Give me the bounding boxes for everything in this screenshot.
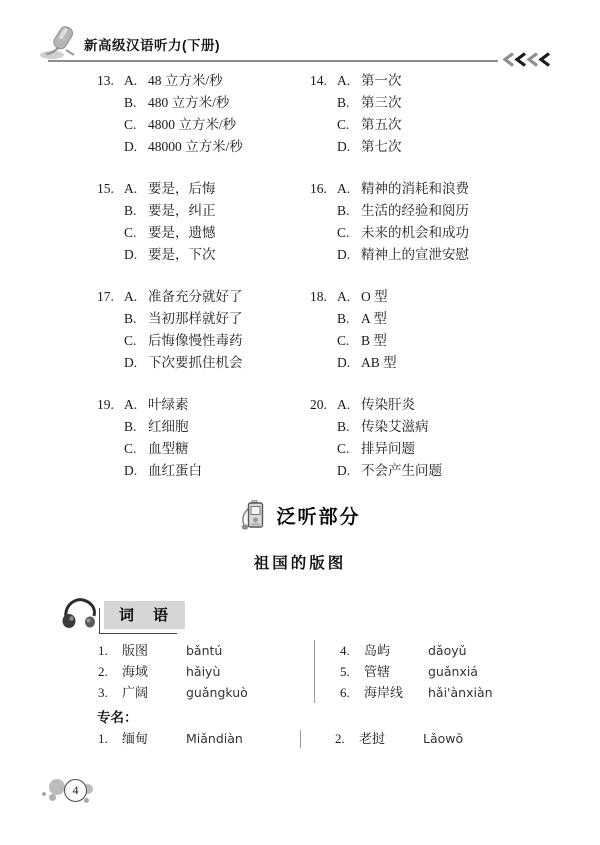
option-text: 不会产生问题 [361,463,442,478]
vocab-word: 岛屿 [364,643,391,658]
option-text: B 型 [361,333,387,348]
microphone-icon [36,24,82,62]
option-label: B. [337,419,350,434]
question-row [0,286,600,374]
question-number: 16. [310,181,327,196]
option-label: C. [337,333,350,348]
question-19 [97,394,310,482]
option-text: 当初那样就好了 [148,311,243,326]
option-text: 生活的经验和阅历 [361,203,469,218]
vocab-number: 1. [98,643,108,658]
option-text: 未来的机会和成功 [361,225,469,240]
option-text: AB 型 [361,355,397,370]
option-text: 血红蛋白 [148,463,202,478]
page-number-badge [64,779,87,802]
vocab-number: 4. [340,643,350,658]
option-text: 要是，纠正 [148,203,216,218]
vocab-item [340,640,493,661]
vocab-number: 1. [98,731,108,746]
vocab-heading: 词 语 [104,601,185,629]
option-label: C. [124,117,137,132]
option-label: D. [124,139,138,154]
question-number: 13. [97,73,114,88]
vocab-pinyin: hǎi'ànxiàn [428,685,493,700]
option-label: C. [337,225,350,240]
option-label: B. [124,203,137,218]
option-label: C. [124,225,137,240]
question-18 [310,286,523,374]
option-text: 第一次 [361,73,402,88]
vocab-word: 版图 [122,643,149,658]
option-text: 排异问题 [361,441,415,456]
question-row [0,70,600,158]
vocab-number: 2. [98,664,108,679]
option-text: 第七次 [361,139,402,154]
option-text: 传染肝炎 [361,397,415,412]
header-rule [48,60,498,62]
option-text: 第三次 [361,95,402,110]
question-row [0,394,600,482]
vocab-item [98,640,314,661]
question-number: 17. [97,289,114,304]
vocab-pinyin: guǎnxiá [428,664,478,679]
decorative-dot [42,792,46,796]
vocab-number: 5. [340,664,350,679]
vocab-word: 缅甸 [122,731,149,746]
option-text: 要是，下次 [148,247,216,262]
proper-name-item [98,729,300,749]
option-label: C. [337,441,350,456]
decorative-dot [49,779,65,795]
proper-name-item [335,729,463,749]
option-text: 传染艾滋病 [361,419,429,434]
decorative-dot [84,798,89,803]
question-number: 18. [310,289,327,304]
vocab-item [340,682,493,703]
proper-names-list [0,729,600,749]
vocab-column-left [98,640,314,703]
question-number: 19. [97,397,114,412]
vocab-item [98,682,314,703]
option-label: D. [124,355,138,370]
question-13 [97,70,310,158]
option-label: A. [337,181,351,196]
vocab-pinyin: bǎntú [186,643,223,658]
option-label: B. [124,311,137,326]
option-label: B. [337,311,350,326]
question-number: 15. [97,181,114,196]
recorder-icon [239,497,267,533]
vocab-word: 管辖 [364,664,391,679]
vocab-heading-box [104,601,185,629]
vocab-word: 海岸线 [364,685,404,700]
option-label: A. [337,73,351,88]
option-label: A. [124,73,138,88]
option-text: 精神上的宣泄安慰 [361,247,469,262]
vocab-word: 海域 [122,664,149,679]
option-text: 要是，后悔 [148,181,216,196]
vocab-pinyin: Miǎndiàn [186,731,243,746]
proper-names-divider [300,730,301,748]
section-heading [0,497,600,533]
book-title: 新高级汉语听力(下册) [84,38,220,53]
option-label: A. [124,181,138,196]
chevrons-icon [502,52,552,67]
option-text: 要是，遗憾 [148,225,216,240]
option-text: 480 立方米/秒 [148,95,230,110]
option-label: D. [337,139,351,154]
lesson-title: 祖国的版图 [253,555,347,572]
question-17 [97,286,310,374]
option-label: B. [337,95,350,110]
option-label: D. [337,355,351,370]
proper-names-heading: 专名： [97,710,138,725]
vocab-item [340,661,493,682]
page-header [36,26,564,62]
vocab-number: 3. [98,685,108,700]
option-label: C. [124,333,137,348]
option-label: C. [124,441,137,456]
question-15 [97,178,310,266]
option-label: A. [124,289,138,304]
option-label: B. [124,419,137,434]
option-text: 准备充分就好了 [148,289,243,304]
option-text: A 型 [361,311,387,326]
page-number: 4 [72,783,79,797]
vocab-pinyin: guǎngkuò [186,685,248,700]
option-text: 48 立方米/秒 [148,73,223,88]
option-label: D. [337,463,351,478]
vocab-word: 老挝 [359,731,386,746]
option-label: A. [337,397,351,412]
question-row [0,178,600,266]
vocab-pinyin: Lǎowō [423,731,464,746]
option-label: D. [124,463,138,478]
option-label: C. [337,117,350,132]
vocab-list [0,640,600,703]
option-label: B. [337,203,350,218]
option-text: 血型糖 [148,441,189,456]
vocab-number: 6. [340,685,350,700]
option-text: 第五次 [361,117,402,132]
option-label: A. [337,289,351,304]
decorative-dot [49,794,56,801]
vocab-pinyin: hǎiyù [186,664,221,679]
option-text: 叶绿素 [148,397,189,412]
question-list [0,70,600,502]
option-label: B. [124,95,137,110]
option-text: 红细胞 [148,419,189,434]
option-label: A. [124,397,138,412]
question-14 [310,70,523,158]
option-text: O 型 [361,289,388,304]
option-label: D. [337,247,351,262]
headphones-icon [60,596,100,630]
section-title: 泛听部分 [276,506,361,528]
option-label: D. [124,247,138,262]
option-text: 下次要抓住机会 [148,355,243,370]
option-text: 48000 立方米/秒 [148,139,243,154]
option-text: 精神的消耗和浪费 [361,181,469,196]
vocab-pinyin: dǎoyǔ [428,643,467,658]
vocab-item [98,661,314,682]
vocab-word: 广阔 [122,685,149,700]
question-20 [310,394,523,482]
question-number: 20. [310,397,327,412]
vocab-number: 2. [335,731,345,746]
option-text: 后悔像慢性毒药 [148,333,243,348]
option-text: 4800 立方米/秒 [148,117,237,132]
vocab-column-divider [314,640,315,703]
question-16 [310,178,523,266]
question-number: 14. [310,73,327,88]
vocab-column-right [340,640,493,703]
